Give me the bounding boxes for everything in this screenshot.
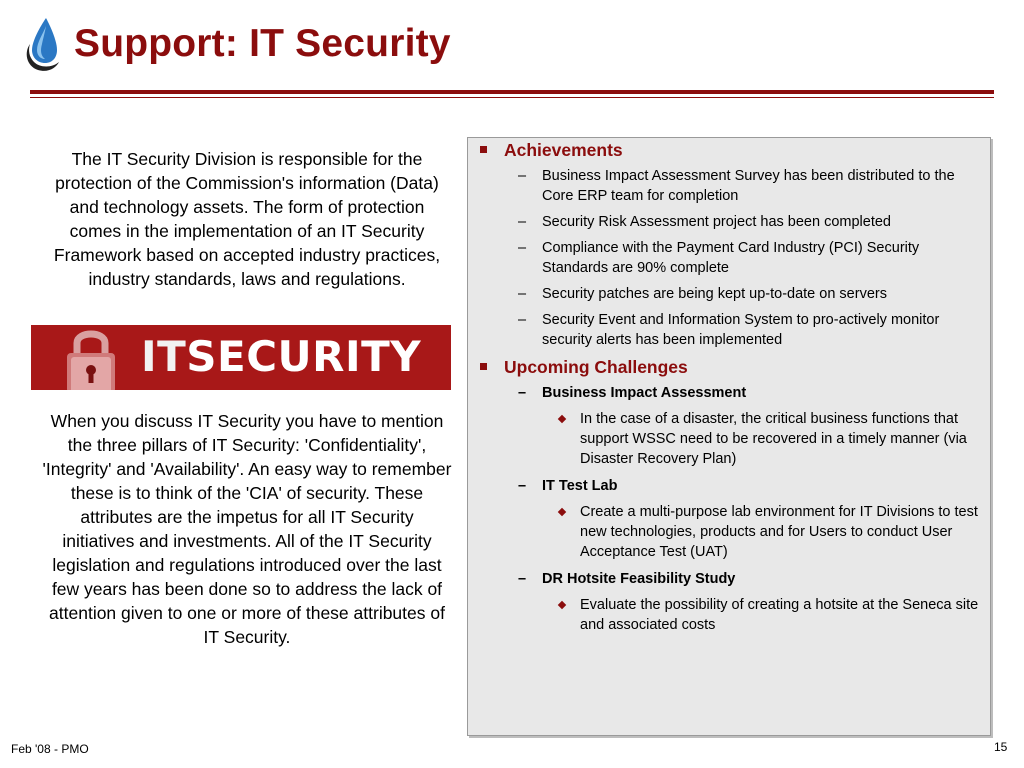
achievement-item (477, 166, 987, 206)
challenge-title (477, 569, 987, 589)
square-bullet-icon (480, 363, 487, 370)
diamond-bullet-icon (558, 601, 566, 609)
challenge-detail-text: In the case of a disaster, the critical business functions that support WSSC need to be recovered in a timely manner (via Disaster Recovery Plan) (580, 411, 967, 467)
challenge-detail-text: Evaluate the possibility of creating a hotsite at the Seneca site and associated costs (580, 597, 979, 633)
challenges-heading (477, 356, 987, 378)
banner-wordmark (141, 333, 421, 381)
achievement-item (477, 212, 987, 232)
challenge-title (477, 476, 987, 496)
achievement-item (477, 284, 987, 304)
footer-date: Feb '08 - PMO (11, 742, 89, 756)
dash-bullet: – (518, 385, 527, 401)
banner-security-text: SECURITY (186, 332, 422, 381)
dash-bullet: – (518, 286, 527, 302)
status-panel-content (477, 139, 987, 642)
achievement-item-text: Security patches are being kept up-to-date on servers (542, 286, 887, 302)
challenge-title-text: Business Impact Assessment (542, 385, 747, 401)
challenge-detail-text: Create a multi-purpose lab environment for IT Divisions to test new technologies, products and for Users to conduct User Acceptance Test (UAT) (580, 504, 978, 560)
dash-bullet: – (518, 478, 527, 494)
challenge-title-text: IT Test Lab (542, 478, 618, 494)
challenge-detail (477, 502, 987, 562)
banner-it-text: IT (141, 332, 187, 381)
achievements-heading (477, 139, 987, 161)
achievements-heading-text: Achievements (504, 140, 623, 160)
diamond-bullet-icon (558, 415, 566, 423)
achievement-item (477, 310, 987, 350)
water-drop-logo-icon (22, 16, 64, 74)
dash-bullet: – (518, 312, 527, 328)
title-divider-thin (30, 97, 994, 98)
pillars-paragraph: When you discuss IT Security you have to mention the three pillars of IT Security: 'Confidentiality', 'Integrity' and 'Availability'. An easy way to remember these is to think of the 'CIA' of security. These attributes are the impetus for all IT Security initiatives and investments. All of the IT Security legislation and regulations introduced over the last few years has been done so to address the lack of attention given to one or more of these attributes of IT Security. (42, 411, 452, 647)
padlock-icon (51, 325, 131, 390)
title-divider (30, 90, 994, 94)
achievement-item-text: Compliance with the Payment Card Industry (PCI) Security Standards are 90% complete (542, 240, 920, 276)
challenge-title (477, 383, 987, 403)
dash-bullet: – (518, 168, 527, 184)
intro-paragraph: The IT Security Division is responsible for the protection of the Commission's information (Data) and technology assets. The form of protection comes in the implementation of an IT Security Framework based on accepted industry practices, industry standards, laws and regulations. (53, 149, 441, 289)
challenge-title-text: DR Hotsite Feasibility Study (542, 571, 736, 587)
achievement-item-text: Security Risk Assessment project has been completed (542, 214, 891, 230)
challenge-detail (477, 595, 987, 635)
challenges-heading-text: Upcoming Challenges (504, 357, 688, 377)
square-bullet-icon (480, 146, 487, 153)
challenge-detail (477, 409, 987, 469)
it-security-banner (31, 325, 451, 390)
page-number: 15 (994, 740, 1008, 754)
dash-bullet: – (518, 571, 527, 587)
achievement-item (477, 238, 987, 278)
diamond-bullet-icon (558, 508, 566, 516)
achievement-item-text: Business Impact Assessment Survey has been distributed to the Core ERP team for completion (542, 168, 955, 204)
dash-bullet: – (518, 214, 527, 230)
achievement-item-text: Security Event and Information System to pro-actively monitor security alerts has been implemented (542, 312, 940, 348)
dash-bullet: – (518, 240, 527, 256)
slide-title: Support: IT Security (74, 22, 451, 65)
